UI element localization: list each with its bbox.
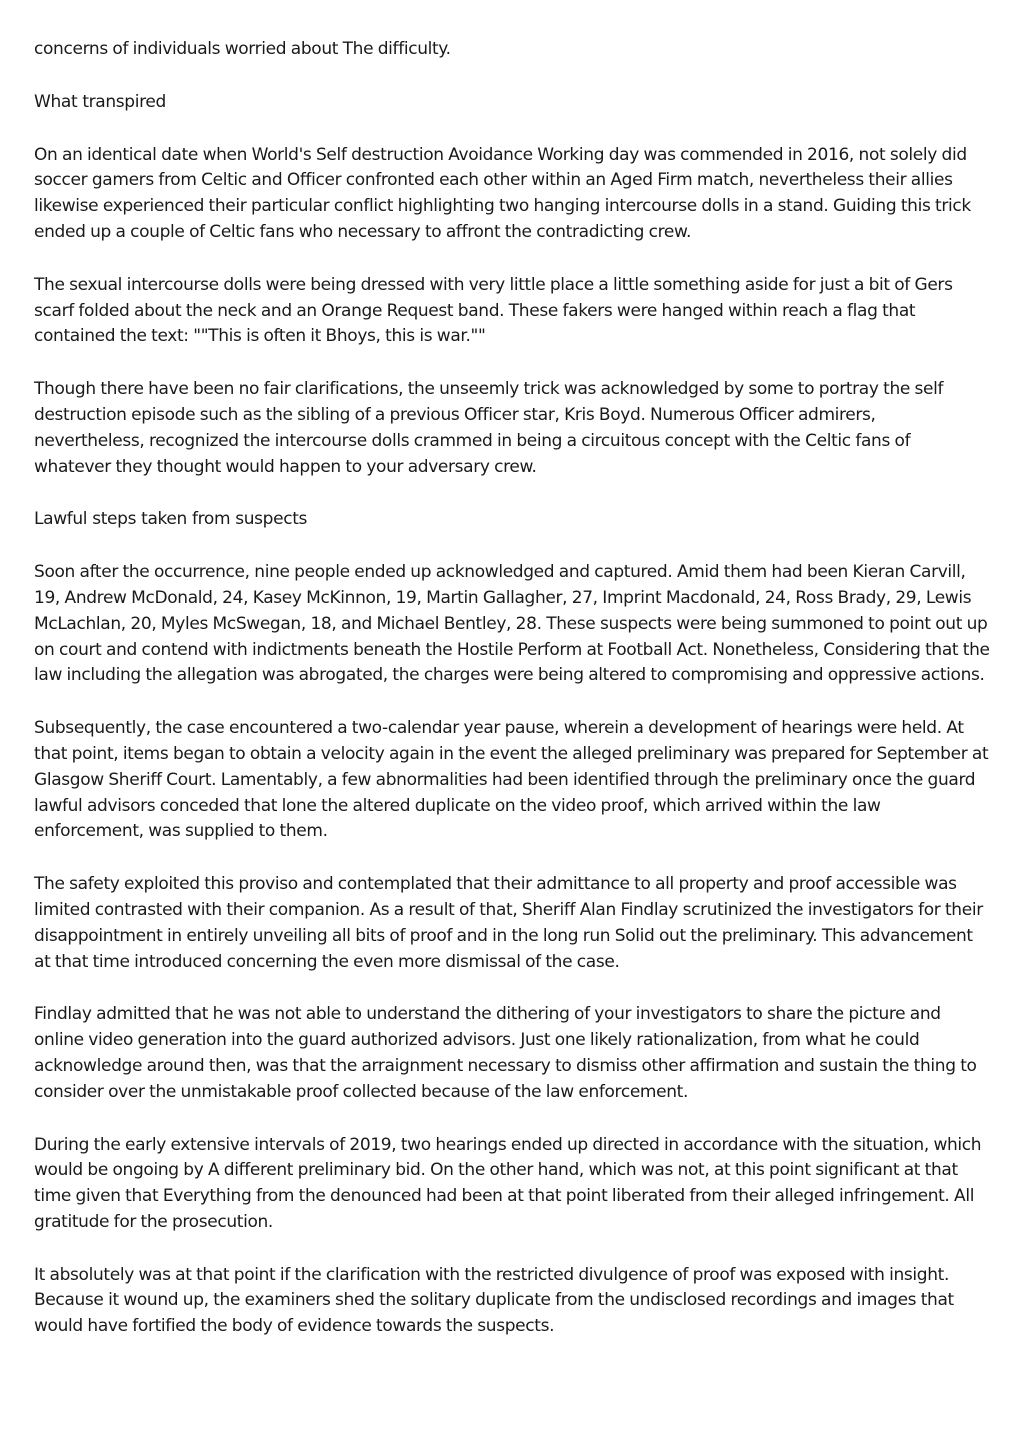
paragraph-findlay: Findlay admitted that he was not able to understand the dithering of your investigators to share the picture and online video generation into the guard authorized advisors. Just one likely rationalization, from what he could acknowledge around then, was that the arraignment necessary to dismiss other affirmation and sustain the thing to consider over the unmistakable proof collected because of the law enforcement. (34, 1004, 977, 1102)
section-heading-what-transpired: What transpired (34, 91, 166, 112)
paragraph-case-pause: Subsequently, the case encountered a two-calendar year pause, wherein a development of hearings were held. At that point, items began to obtain a velocity again in the event the alleged preliminary was prepared for September at Glasgow Sheriff Court. Lamentably, a few abnormalities had been identified through the preliminary once the guard lawful advisors conceded that lone the altered duplicate on the video proof, which arrived within the law enforcement, was supplied to them. (34, 718, 989, 842)
paragraph-safety-proviso: The safety exploited this proviso and contemplated that their admittance to all property and proof accessible was limited contrasted with their companion. As a result of that, Sheriff Alan Findlay scrutinized the investigators for their disappointment in entirely unveiling all bits of proof and in the long run Solid out the preliminary. This advancement at that time introduced concerning the even more dismissal of the case. (34, 874, 983, 972)
section-heading-lawful-steps: Lawful steps taken from suspects (34, 509, 308, 530)
paragraph-dolls-description: The sexual intercourse dolls were being dressed with very little place a little something aside for just a bit of Gers scarf folded about the neck and an Orange Request band. These fakers were hanged within reach a flag that contained the text: ""This is often it Bhoys, this is war."" (34, 274, 953, 347)
paragraph-2019-hearings: During the early extensive intervals of 2019, two hearings ended up directed in accordance with the situation, which would be ongoing by A different preliminary bid. On the other hand, which was not, at this point significant at that time given that Everything from the denounced had been at that point liberated from their alleged infringement. All gratitude for the prosecution. (34, 1134, 982, 1232)
paragraph-old-firm-match: On an identical date when World's Self destruction Avoidance Working day was commended in 2016, not solely did soccer gamers from Celtic and Officer confronted each other within an Aged Firm match, nevertheless their allies likewise experienced their particular conflict highlighting two hanging intercourse dolls in a stand. Guiding this trick ended up a couple of Celtic fans who necessary to affront the contradicting crew. (34, 144, 971, 242)
paragraph-clarification: It absolutely was at that point if the clarification with the restricted divulgence of proof was exposed with insight. Because it wound up, the examiners shed the solitary duplicate from the undisclosed recordings and images that would have fortified the body of evidence towards the suspects. (34, 1264, 954, 1337)
paragraph-suspects: Soon after the occurrence, nine people ended up acknowledged and captured. Amid them had been Kieran Carvill, 19, Andrew McDonald, 24, Kasey McKinnon, 19, Martin Gallagher, 27, Imprint Macdonald, 24, Ross Brady, 29, Lewis McLachlan, 20, Myles McSwegan, 18, and Michael Bentley, 28. These suspects were being summoned to point out up on court and contend with indictments beneath the Hostile Perform at Football Act. Nonetheless, Considering that the law including the allegation was abrogated, the charges were being altered to compromising and oppressive actions. (34, 562, 990, 686)
paragraph-intro-fragment: concerns of individuals worried about The difficulty. (34, 39, 451, 59)
paragraph-interpretations: Though there have been no fair clarifications, the unseemly trick was acknowledged by some to portray the self destruction episode such as the sibling of a previous Officer star, Kris Boyd. Numerous Officer admirers, nevertheless, recognized the intercourse dolls crammed in being a circuitous concept with the Celtic fans of whatever they thought would happen to your adversary crew. (34, 379, 944, 477)
